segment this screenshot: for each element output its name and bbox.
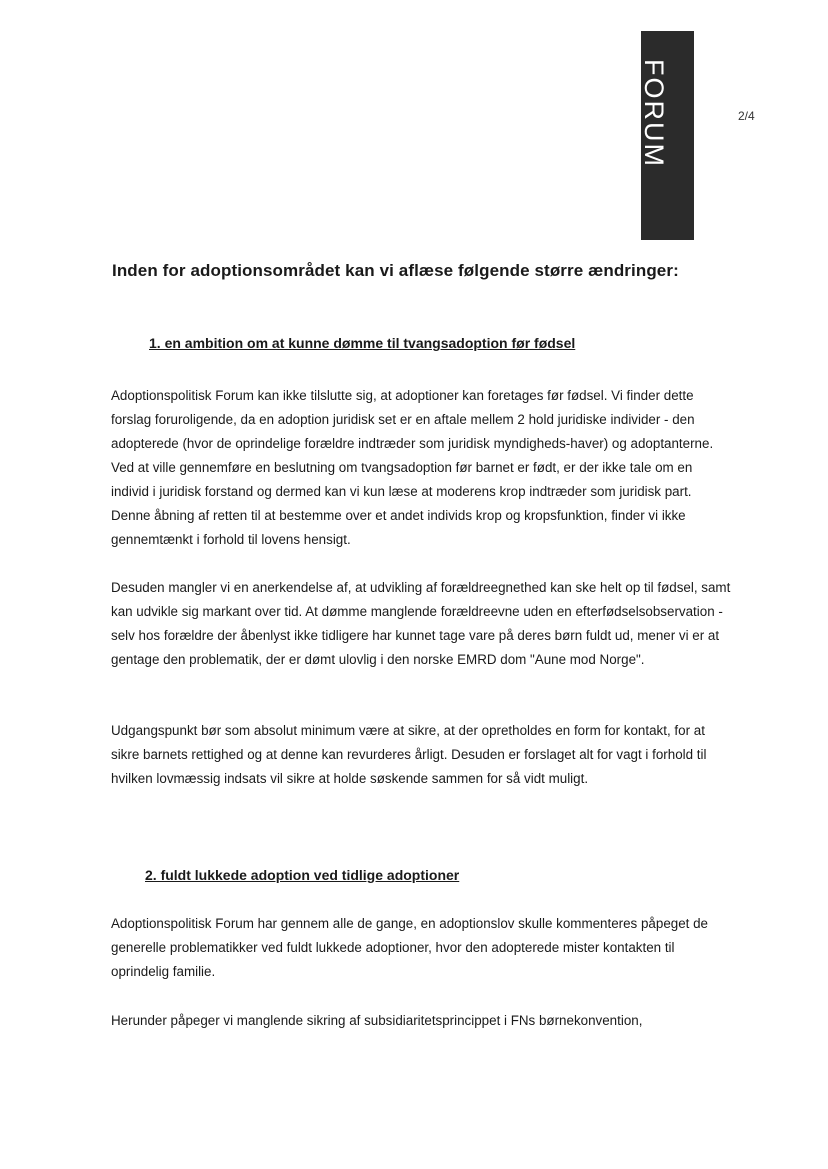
paragraph: Desuden mangler vi en anerkendelse af, at udvikling af forældreegnethed kan ske helt op til fødsel, samt kan udvikle sig markant over tid. At dømme manglende forældreevne uden en efterfødselsobservation - selv hos forældre der åbenlyst ikke tidligere har kunnet tage vare på deres børn fuldt ud, mener vi er at gentage den problematik, der er dømt ulovlig i den norske EMRD dom "Aune mod Norge". — [111, 580, 731, 667]
paragraph: Adoptionspolitisk Forum har gennem alle de gange, en adoptionslov skulle kommenteres påpeget de generelle problematikker ved fuldt lukkede adoptioner, hvor den adopterede mister kontakten til oprindelig familie. — [111, 916, 708, 979]
paragraph: Udgangspunkt bør som absolut minimum være at sikre, at der opretholdes en form for kontakt, for at sikre barnets rettighed og at denne kan revurderes årligt. Desuden er forslaget alt for vagt i forhold til hvilken lovmæssig indsats vil sikre at holde søskende sammen for så vidt muligt. — [111, 723, 707, 786]
section-heading-2: 2. fuldt lukkede adoption ved tidlige adoptioner — [145, 867, 460, 883]
paragraph: Adoptionspolitisk Forum kan ikke tilslutte sig, at adoptioner kan foretages før fødsel. Vi finder dette forslag foruroligende, da en adoption juridisk set er en aftale mellem 2 hold juridiske individer - den adopterede (hvor de oprindelige forældre indtræder som juridisk myndigheds-haver) og adoptanterne. Ved at ville gennemføre en beslutning om tvangsadoption før barnet er født, er der ikke tale om en individ i juridisk forstand og dermed kan vi kun læse at moderens krop indtræder som juridisk part. Denne åbning af retten til at bestemme over et andet individs krop og kropsfunktion, finder vi ikke gennemtænkt i forhold til lovens hensigt. — [111, 388, 714, 547]
paragraph: Herunder påpeger vi manglende sikring af subsidiaritetsprincippet i FNs børnekonvention, — [111, 1013, 643, 1028]
forum-logo — [641, 31, 694, 240]
document-title: Inden for adoptionsområdet kan vi aflæse følgende større ændringer: — [112, 261, 679, 280]
section-heading-1: 1. en ambition om at kunne dømme til tvangsadoption før fødsel — [149, 335, 576, 351]
logo-text: FORUM — [639, 59, 669, 168]
page-number: 2/4 — [738, 109, 755, 123]
